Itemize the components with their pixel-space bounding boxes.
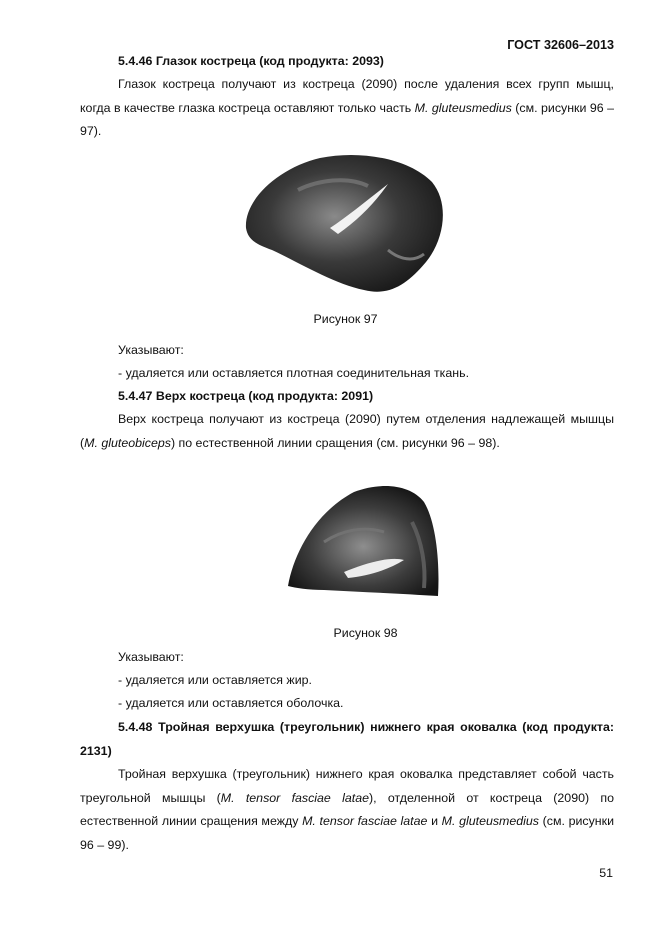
list-item: - удаляется или оставляется жир. — [118, 673, 312, 687]
figure-98-caption: Рисунок 98 — [333, 626, 398, 640]
section-paragraph-5-4-48: Тройная верхушка (треугольник) нижнего края оковалка представляет собой часть треугольной мышцы (M. tensor fasciae latae), отделенной от костреца (2090) по естественной линии сращения между M. tensor fasciae latae и M. gluteusmedius (см. рисунки 96 – 99). — [80, 767, 614, 852]
section-heading-5-4-46: 5.4.46 Глазок костреца (код продукта: 2093) — [118, 54, 384, 68]
figure-97-image — [238, 150, 450, 300]
specify-label-5-4-47: Указывают: — [118, 650, 184, 664]
section-heading-5-4-47: 5.4.47 Верх костреца (код продукта: 2091) — [118, 389, 374, 403]
section-paragraph-5-4-46: Глазок костреца получают из костреца (2090) после удаления всех групп мышц, когда в качестве глазка костреца оставляют только часть M. gluteusmedius (см. рисунки 96 – 97). — [80, 77, 614, 138]
specify-label-5-4-46: Указывают: — [118, 343, 184, 357]
document-code: ГОСТ 32606–2013 — [507, 38, 614, 52]
figure-98-image — [284, 482, 442, 600]
page-number: 51 — [599, 866, 613, 880]
section-heading-5-4-48: 5.4.48 Тройная верхушка (треугольник) нижнего края оковалка (код продукта: 2131) — [80, 720, 614, 758]
figure-97-caption: Рисунок 97 — [313, 312, 378, 326]
list-item: - удаляется или оставляется оболочка. — [118, 696, 344, 710]
list-item: - удаляется или оставляется плотная соединительная ткань. — [118, 366, 470, 380]
section-paragraph-5-4-47: Верх костреца получают из костреца (2090) путем отделения надлежащей мышцы (M. gluteobiceps) по естественной линии сращения (см. рисунки 96 – 98). — [80, 412, 614, 450]
